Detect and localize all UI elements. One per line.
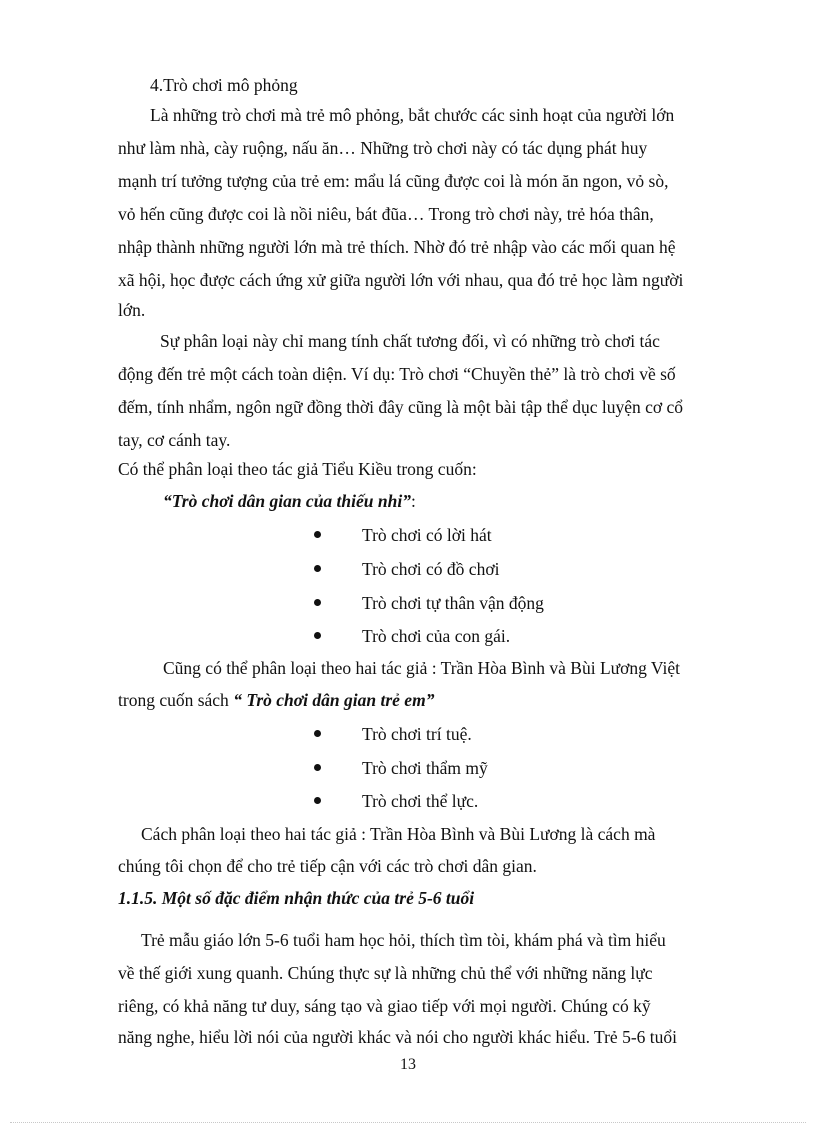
- paragraph-line: riêng, có khả năng tư duy, sáng tạo và giao tiếp với mọi người. Chúng có kỹ: [118, 996, 651, 1016]
- section-heading: 1.1.5. Một số đặc điểm nhận thức của trẻ 5-6 tuổi: [118, 888, 475, 908]
- paragraph-line: vỏ hến cũng được coi là nồi niêu, bát đũa… Trong trò chơi này, trẻ hóa thân,: [118, 204, 654, 224]
- list-item-text: Trò chơi trí tuệ.: [362, 724, 472, 744]
- paragraph-line: tay, cơ cánh tay.: [118, 430, 231, 450]
- list-item-text: Trò chơi có lời hát: [362, 525, 492, 545]
- bullet-icon: [314, 531, 321, 538]
- list-item-text: Trò chơi tự thân vận động: [362, 593, 544, 613]
- paragraph-line: năng nghe, hiểu lời nói của người khác và nói cho người khác hiểu. Trẻ 5-6 tuổi: [118, 1027, 677, 1047]
- bullet-icon: [314, 632, 321, 639]
- book-title-line: [163, 490, 416, 512]
- paragraph-line: Trẻ mẫu giáo lớn 5-6 tuổi ham học hỏi, thích tìm tòi, khám phá và tìm hiểu: [141, 930, 666, 950]
- paragraph-line: Là những trò chơi mà trẻ mô phỏng, bắt chước các sinh hoạt của người lớn: [150, 105, 675, 125]
- paragraph-line: Có thể phân loại theo tác giả Tiểu Kiều trong cuốn:: [118, 459, 477, 479]
- paragraph-line: đếm, tính nhẩm, ngôn ngữ đồng thời đây cũng là một bài tập thể dục luyện cơ cổ: [118, 397, 684, 417]
- paragraph-line: về thế giới xung quanh. Chúng thực sự là những chủ thể với những năng lực: [118, 963, 653, 983]
- paragraph-line: chúng tôi chọn để cho trẻ tiếp cận với các trò chơi dân gian.: [118, 856, 537, 876]
- bullet-icon: [314, 565, 321, 572]
- book-title: “Trò chơi dân gian của thiếu nhi”: [163, 491, 411, 511]
- book-title-suffix: :: [410, 491, 416, 511]
- bullet-icon: [314, 599, 321, 606]
- line-prefix: trong cuốn sách: [118, 690, 234, 710]
- book-title-line: [118, 689, 434, 711]
- list-item-text: Trò chơi thẩm mỹ: [362, 758, 488, 778]
- bullet-icon: [314, 764, 321, 771]
- page-number: 13: [400, 1056, 416, 1073]
- paragraph-line: Sự phân loại này chỉ mang tính chất tương đối, vì có những trò chơi tác: [160, 331, 660, 351]
- paragraph-line: Cũng có thể phân loại theo hai tác giả : Trần Hòa Bình và Bùi Lương Việt: [163, 658, 681, 678]
- paragraph-line: như làm nhà, cày ruộng, nấu ăn… Những trò chơi này có tác dụng phát huy: [118, 138, 648, 158]
- list-item-text: Trò chơi có đồ chơi: [362, 559, 500, 579]
- bullet-icon: [314, 730, 321, 737]
- bullet-icon: [314, 797, 321, 804]
- paragraph-line: xã hội, học được cách ứng xử giữa người lớn với nhau, qua đó trẻ học làm người: [118, 270, 684, 290]
- paragraph-line: mạnh trí tưởng tượng của trẻ em: mẩu lá cũng được coi là món ăn ngon, vỏ sò,: [118, 171, 669, 191]
- paragraph-line: động đến trẻ một cách toàn diện. Ví dụ: Trò chơi “Chuyền thẻ” là trò chơi về số: [118, 364, 676, 384]
- list-item-text: Trò chơi của con gái.: [362, 626, 511, 646]
- list-item-text: Trò chơi thể lực.: [362, 791, 479, 811]
- section-4-title: 4.Trò chơi mô phỏng: [150, 75, 298, 95]
- paragraph-line: nhập thành những người lớn mà trẻ thích. Nhờ đó trẻ nhập vào các mối quan hệ: [118, 237, 676, 257]
- book-title: “ Trò chơi dân gian trẻ em”: [233, 690, 435, 710]
- paragraph-line: Cách phân loại theo hai tác giả : Trần Hòa Bình và Bùi Lương là cách mà: [141, 824, 656, 844]
- paragraph-line: lớn.: [118, 300, 146, 320]
